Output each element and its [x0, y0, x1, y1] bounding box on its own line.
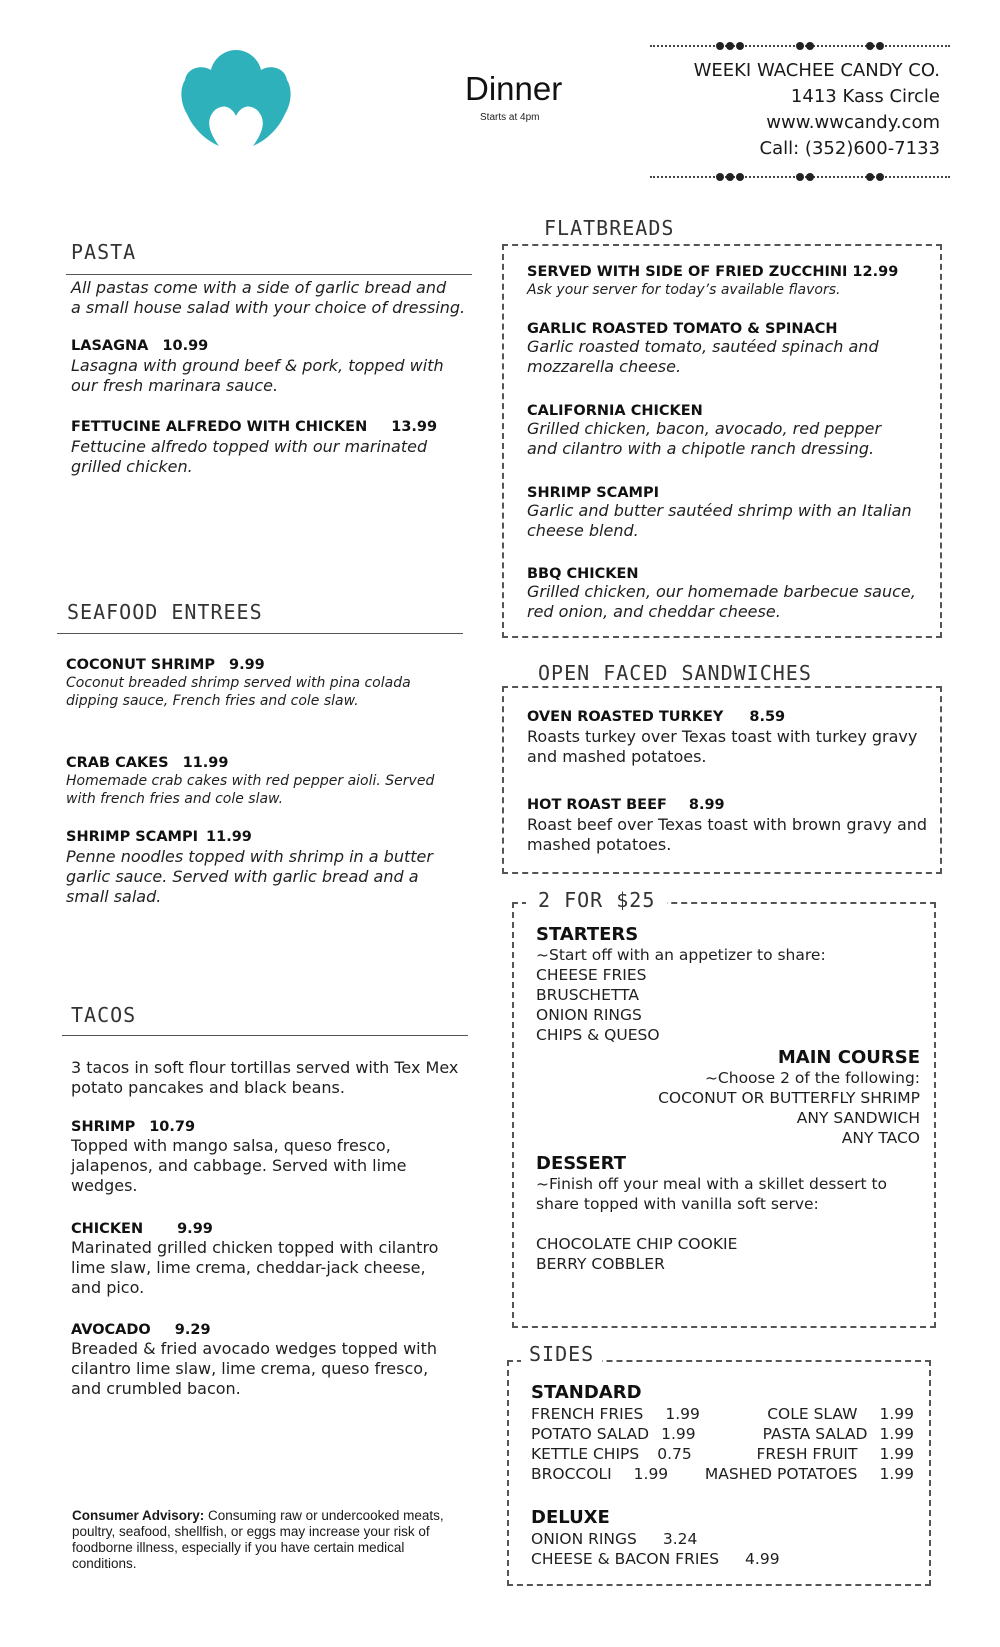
text-flatbreads-items-2-desc-1: cheese blend. — [527, 521, 639, 540]
advisory-label: Consumer Advisory: — [72, 1508, 205, 1523]
text-tacos-items-0-desc-2: wedges. — [71, 1176, 138, 1195]
flatbread-item-garlic-tomato — [527, 321, 879, 377]
shell-lotus-icon — [175, 46, 297, 150]
item-price: 10.99 — [162, 338, 209, 354]
tacos-intro — [71, 1058, 458, 1098]
text-flatbreads-items-2-name: SHRIMP SCAMPI — [527, 485, 660, 501]
text-deal-dessert-items-0: CHOCOLATE CHIP COOKIE — [536, 1235, 738, 1253]
text-tacos-items-2-desc-0: Breaded & fried avocado wedges topped with — [71, 1339, 438, 1358]
taco-item-chicken — [71, 1221, 438, 1298]
text-flatbreads-lead-name: SERVED WITH SIDE OF FRIED ZUCCHINI 12.99 — [527, 264, 899, 280]
text-sides-standard-left-3-name: BROCCOLI — [531, 1465, 612, 1483]
text-sides-standard-left-3-price: 1.99 — [633, 1465, 669, 1483]
text-sides-standard-left-0-name: FRENCH FRIES — [531, 1405, 644, 1423]
text-deal-main-lines-1: COCONUT OR BUTTERFLY SHRIMP — [658, 1089, 920, 1107]
sandwich-item-roast-beef — [527, 797, 927, 855]
text-deal-starters-lines-1: CHEESE FRIES — [536, 966, 647, 984]
text-sides-standard-right-1-name: PASTA SALAD — [762, 1425, 868, 1443]
text-seafood-items-2-name: SHRIMP SCAMPI — [66, 829, 199, 845]
text-pasta-intro-1: a small house salad with your choice of dressing. — [71, 298, 466, 317]
text-seafood-items-2-price: 11.99 — [206, 829, 252, 845]
pasta-intro — [71, 278, 465, 318]
text-sides-standard-right-1-price: 1.99 — [879, 1425, 914, 1443]
text-flatbreads-items-1-name: CALIFORNIA CHICKEN — [527, 403, 703, 419]
text-flatbreads-lead-desc: Ask your server for today’s available flavors. — [527, 282, 841, 298]
flatbread-item-bbq-chicken — [527, 566, 916, 622]
text-deal-main-lines-2: ANY SANDWICH — [796, 1109, 920, 1127]
text-tacos-items-1-name: CHICKEN — [71, 1221, 144, 1237]
seafood-heading: SEAFOOD ENTREES — [67, 600, 263, 624]
pasta-rule — [66, 274, 472, 275]
text-sandwiches-items-1-desc-0: Roast beef over Texas toast with brown gravy and — [527, 815, 928, 834]
ornament-top — [650, 40, 950, 52]
flatbread-item-california-chicken — [527, 403, 881, 459]
seafood-item-shrimp-scampi — [66, 829, 433, 907]
text-flatbreads-items-3-desc-0: Grilled chicken, our homemade barbecue sauce, — [527, 582, 916, 601]
text-flatbreads-items-1-desc-0: Grilled chicken, bacon, avocado, red pepper — [527, 419, 882, 438]
text-tacos-items-2-price: 9.29 — [174, 1322, 211, 1338]
text-sandwiches-items-1-price: 8.99 — [688, 797, 725, 813]
text-flatbreads-items-0-desc-0: Garlic roasted tomato, sautéed spinach and — [527, 337, 879, 356]
company-logo — [175, 46, 297, 150]
text-tacos-items-1-desc-2: and pico. — [71, 1278, 145, 1297]
text-tacos-items-0-price: 10.79 — [149, 1119, 196, 1135]
deal-heading: 2 FOR $25 — [526, 888, 667, 912]
text-deal-dessert-lines-0: ~Finish off your meal with a skillet dessert to — [536, 1175, 888, 1193]
ornament-bottom — [650, 171, 950, 183]
text-deal-starters-title: STARTERS — [536, 924, 639, 945]
tacos-heading: TACOS — [71, 1003, 137, 1027]
text-seafood-items-1-desc-0: Homemade crab cakes with red pepper aioli. Served — [66, 773, 435, 789]
contact-block — [694, 58, 940, 162]
text-seafood-items-1-name: CRAB CAKES — [66, 755, 169, 771]
text-sandwiches-items-0-price: 8.59 — [749, 709, 786, 725]
taco-item-shrimp — [71, 1119, 407, 1196]
pasta-heading: PASTA — [71, 240, 137, 264]
text-seafood-items-2-desc-0: Penne noodles topped with shrimp in a butter — [66, 847, 433, 866]
text-deal-starters-lines-4: CHIPS & QUESO — [536, 1026, 660, 1044]
company-address: 1413 Kass Circle — [790, 86, 940, 107]
text-seafood-items-0-desc-0: Coconut breaded shrimp served with pina colada — [66, 675, 411, 691]
text-deal-starters-lines-3: ONION RINGS — [536, 1006, 642, 1024]
text-deal-dessert-title: DESSERT — [536, 1153, 626, 1174]
seafood-item-crab-cakes — [66, 755, 434, 808]
taco-item-avocado — [71, 1322, 437, 1399]
text-sides-standard-left-1-name: POTATO SALAD — [531, 1425, 650, 1443]
text-seafood-items-2-desc-2: small salad. — [66, 887, 162, 906]
text-pasta-items-1-desc-1: grilled chicken. — [71, 457, 193, 476]
item-name: LASAGNA — [71, 338, 149, 354]
text-sides-deluxe-items-0-name: ONION RINGS — [531, 1530, 637, 1548]
text-deal-main-title: MAIN COURSE — [777, 1047, 920, 1068]
text-seafood-items-1-desc-1: with french fries and cole slaw. — [66, 791, 284, 807]
sides-heading: SIDES — [521, 1342, 602, 1366]
text-tacos-items-2-name: AVOCADO — [71, 1322, 151, 1338]
text-sides-deluxe-items-1-price: 4.99 — [745, 1550, 780, 1568]
text-sides-standard-right-0-price: 1.99 — [879, 1405, 914, 1423]
text-sandwiches-items-0-desc-0: Roasts turkey over Texas toast with turkey gravy — [527, 727, 918, 746]
text-sandwiches-items-1-name: HOT ROAST BEEF — [527, 797, 667, 813]
text-deal-dessert-lines-1: share topped with vanilla soft serve: — [536, 1195, 819, 1213]
sides-standard-left — [531, 1404, 700, 1484]
text-deal-main-lines-3: ANY TACO — [841, 1129, 920, 1147]
text-sides-deluxe-items-1-name: CHEESE & BACON FRIES — [531, 1550, 720, 1568]
sides-deluxe-title: DELUXE — [531, 1507, 610, 1528]
sides-deluxe-items — [531, 1529, 780, 1569]
text-seafood-items-0-price: 9.99 — [228, 657, 265, 673]
text-sides-standard-left-0-price: 1.99 — [665, 1405, 700, 1423]
sides-standard-right — [705, 1404, 914, 1484]
text-sandwiches-items-0-name: OVEN ROASTED TURKEY — [527, 709, 724, 725]
pasta-item-fettucine — [71, 419, 437, 477]
text-sides-standard-right-2-price: 1.99 — [879, 1445, 914, 1463]
text-deal-dessert-items-1: BERRY COBBLER — [536, 1255, 665, 1273]
text-flatbreads-items-0-desc-1: mozzarella cheese. — [527, 357, 682, 376]
text-sandwiches-items-0-desc-1: and mashed potatoes. — [527, 747, 707, 766]
advisory-text: Consuming raw or undercooked meats, poultry, seafood, shellfish, or eggs may increase your risk of foodborne illness, especially if you have certain medical conditions. — [72, 1508, 444, 1571]
text-pasta-items-0-desc-0: Lasagna with ground beef & pork, topped with — [71, 356, 444, 375]
text-tacos-items-1-price: 9.99 — [177, 1221, 213, 1237]
text-tacos-items-1-desc-1: lime slaw, lime crema, cheddar-jack cheese, — [71, 1258, 426, 1277]
text-sides-standard-left-2-price: 0.75 — [657, 1445, 692, 1463]
seafood-rule — [57, 633, 463, 634]
text-flatbreads-items-3-name: BBQ CHICKEN — [527, 566, 639, 582]
text-seafood-items-0-name: COCONUT SHRIMP — [66, 657, 215, 673]
text-tacos-intro-0: 3 tacos in soft flour tortillas served with Tex Mex — [71, 1058, 459, 1077]
sandwiches-heading: OPEN FACED SANDWICHES — [530, 661, 820, 685]
text-sides-standard-left-2-name: KETTLE CHIPS — [531, 1445, 640, 1463]
text-tacos-items-0-name: SHRIMP — [71, 1119, 136, 1135]
text-seafood-items-1-price: 11.99 — [182, 755, 229, 771]
text-deal-main-lines-0: ~Choose 2 of the following: — [704, 1069, 920, 1087]
text-tacos-items-0-desc-1: jalapenos, and cabbage. Served with lime — [71, 1156, 407, 1175]
text-sides-deluxe-items-0-price: 3.24 — [662, 1530, 698, 1548]
text-pasta-intro-0: All pastas come with a side of garlic bread and — [71, 278, 447, 297]
text-flatbreads-items-0-name: GARLIC ROASTED TOMATO & SPINACH — [527, 321, 838, 337]
text-sides-standard-right-2-name: FRESH FRUIT — [756, 1445, 858, 1463]
page-subtitle: Starts at 4pm — [480, 112, 540, 123]
deal-starters — [536, 924, 826, 1045]
flatbread-item-shrimp-scampi — [527, 485, 912, 541]
text-seafood-items-0-desc-1: dipping sauce, French fries and cole slaw. — [66, 693, 359, 709]
text-sandwiches-items-1-desc-1: mashed potatoes. — [527, 835, 672, 854]
sides-standard-title: STANDARD — [531, 1382, 642, 1403]
text-pasta-items-0-desc-1: our fresh marinara sauce. — [71, 376, 279, 395]
text-tacos-items-0-desc-0: Topped with mango salsa, queso fresco, — [71, 1136, 391, 1155]
text-sides-standard-right-0-name: COLE SLAW — [767, 1405, 858, 1423]
text-tacos-items-2-desc-2: and crumbled bacon. — [71, 1379, 241, 1398]
company-website[interactable]: www.wwcandy.com — [766, 112, 940, 133]
page-title: Dinner — [465, 70, 563, 107]
company-name: WEEKI WACHEE CANDY CO. — [693, 60, 940, 81]
flatbread-lead — [527, 264, 937, 299]
deal-main-course — [658, 1047, 920, 1148]
text-deal-starters-lines-2: BRUSCHETTA — [536, 986, 639, 1004]
flatbreads-heading: FLATBREADS — [536, 216, 682, 240]
text-sides-standard-right-3-name: MASHED POTATOES — [704, 1465, 858, 1483]
text-sides-standard-left-1-price: 1.99 — [661, 1425, 696, 1443]
text-flatbreads-items-2-desc-0: Garlic and butter sautéed shrimp with an Italian — [527, 501, 912, 520]
deal-dessert — [536, 1153, 887, 1274]
text-sides-standard-right-3-price: 1.99 — [879, 1465, 914, 1483]
item-name: FETTUCINE ALFREDO WITH CHICKEN — [71, 419, 368, 435]
text-tacos-items-1-desc-0: Marinated grilled chicken topped with cilantro — [71, 1238, 439, 1257]
text-tacos-intro-1: potato pancakes and black beans. — [71, 1078, 345, 1097]
text-tacos-items-2-desc-1: cilantro lime slaw, lime crema, queso fresco, — [71, 1359, 429, 1378]
consumer-advisory — [72, 1508, 467, 1572]
seafood-item-coconut-shrimp — [66, 657, 411, 710]
text-flatbreads-items-3-desc-1: red onion, and cheddar cheese. — [527, 602, 781, 621]
text-deal-starters-lines-0: ~Start off with an appetizer to share: — [536, 946, 826, 964]
text-seafood-items-2-desc-1: garlic sauce. Served with garlic bread and a — [66, 867, 419, 886]
tacos-rule — [62, 1035, 468, 1036]
company-phone[interactable]: Call: (352)600-7133 — [759, 138, 940, 159]
text-pasta-items-1-desc-0: Fettucine alfredo topped with our marinated — [71, 437, 428, 456]
sandwich-item-turkey — [527, 709, 917, 767]
text-flatbreads-items-1-desc-1: and cilantro with a chipotle ranch dressing. — [527, 439, 875, 458]
pasta-item-lasagna — [71, 338, 444, 396]
item-price: 13.99 — [391, 419, 438, 435]
